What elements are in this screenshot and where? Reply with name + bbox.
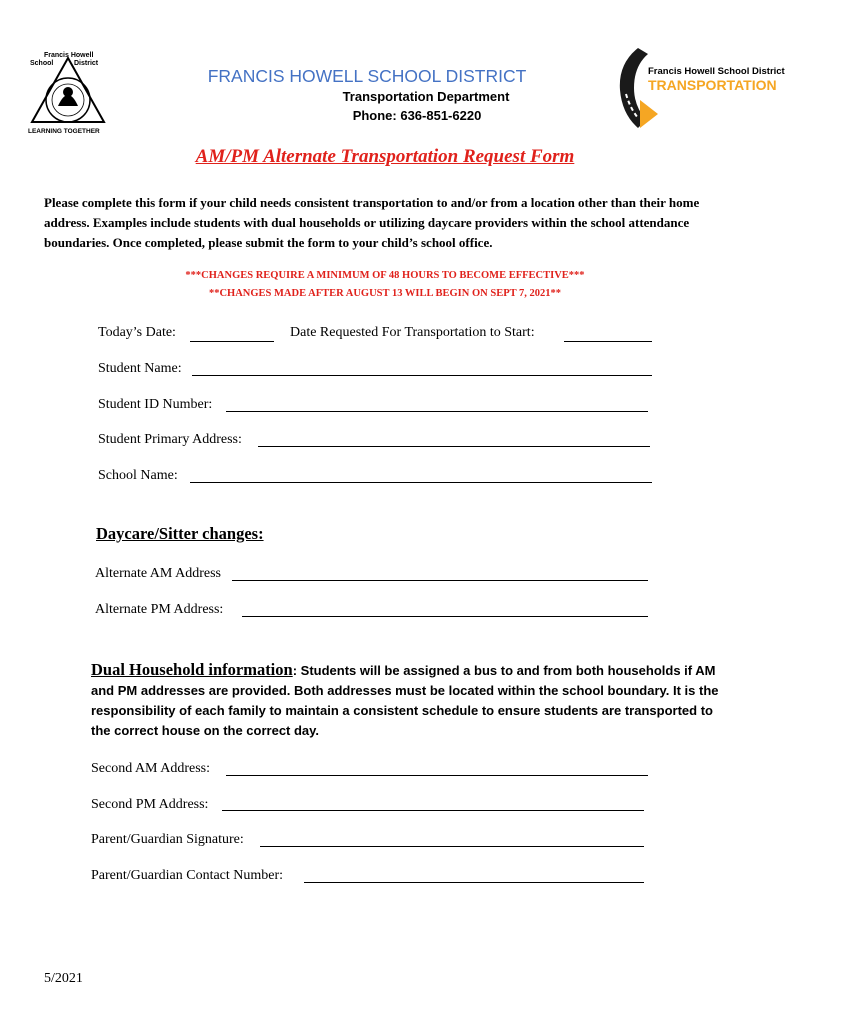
department-phone: Phone: 636-851-6220	[352, 108, 482, 123]
primary-address-label: Student Primary Address:	[98, 432, 242, 447]
second-pm-address-field[interactable]	[222, 810, 644, 811]
dual-household-heading: Dual Household information	[91, 660, 293, 679]
dual-household-paragraph	[91, 660, 731, 741]
alt-pm-address-field[interactable]	[242, 616, 648, 617]
logo-left-motto: LEARNING TOGETHER	[28, 128, 100, 135]
contact-number-field[interactable]	[304, 882, 644, 883]
daycare-heading: Daycare/Sitter changes:	[96, 524, 264, 543]
date-requested-field[interactable]	[564, 341, 652, 342]
department-name: Transportation Department	[342, 89, 510, 104]
date-requested-label: Date Requested For Transportation to Start:	[290, 325, 535, 340]
school-name-field[interactable]	[190, 482, 652, 483]
dual-household-text: : Students will be assigned a bus to and from both households if AM and PM addresses are provided. Both addresses must be located within the school boundary. It is the responsibility of each family to maintain a consistent schedule to ensure students are transported to the correct house on the correct day.	[91, 663, 719, 738]
logo-left-line2b: District	[74, 60, 99, 67]
second-pm-address-label: Second PM Address:	[91, 797, 209, 812]
signature-field[interactable]	[260, 846, 644, 847]
logo-right-line2: TRANSPORTATION	[648, 77, 777, 93]
notice-48-hours: ***CHANGES REQUIRE A MINIMUM OF 48 HOURS TO BECOME EFFECTIVE***	[185, 270, 585, 281]
primary-address-field[interactable]	[258, 446, 650, 447]
contact-number-label: Parent/Guardian Contact Number:	[91, 868, 284, 883]
signature-label: Parent/Guardian Signature:	[91, 832, 244, 847]
alt-am-address-label: Alternate AM Address	[95, 566, 221, 581]
student-name-label: Student Name:	[98, 361, 182, 376]
form-title: AM/PM Alternate Transportation Request Form	[195, 146, 575, 167]
second-am-address-label: Second AM Address:	[91, 761, 210, 776]
todays-date-field[interactable]	[190, 341, 274, 342]
footer-date: 5/2021	[44, 971, 83, 986]
notice-sept-7: **CHANGES MADE AFTER AUGUST 13 WILL BEGIN ON SEPT 7, 2021**	[208, 288, 562, 299]
school-name-label: School Name:	[98, 468, 178, 483]
district-title: FRANCIS HOWELL SCHOOL DISTRICT	[207, 66, 527, 86]
logo-left-line1: Francis Howell	[44, 52, 94, 59]
todays-date-label: Today’s Date:	[98, 325, 176, 340]
logo-left-line2: School	[30, 60, 54, 67]
student-id-field[interactable]	[226, 411, 648, 412]
alt-pm-address-label: Alternate PM Address:	[95, 602, 224, 617]
logo-right-line1: Francis Howell School District	[648, 66, 785, 77]
second-am-address-field[interactable]	[226, 775, 648, 776]
intro-paragraph: Please complete this form if your child needs consistent transportation to and/or from a location other than their home address. Examples include students with dual households or utilizing daycare providers within the school attendance boundaries. Once completed, please submit the form to your child’s school office.	[44, 195, 700, 250]
alt-am-address-field[interactable]	[232, 580, 648, 581]
student-name-field[interactable]	[192, 375, 652, 376]
student-id-label: Student ID Number:	[98, 397, 213, 412]
